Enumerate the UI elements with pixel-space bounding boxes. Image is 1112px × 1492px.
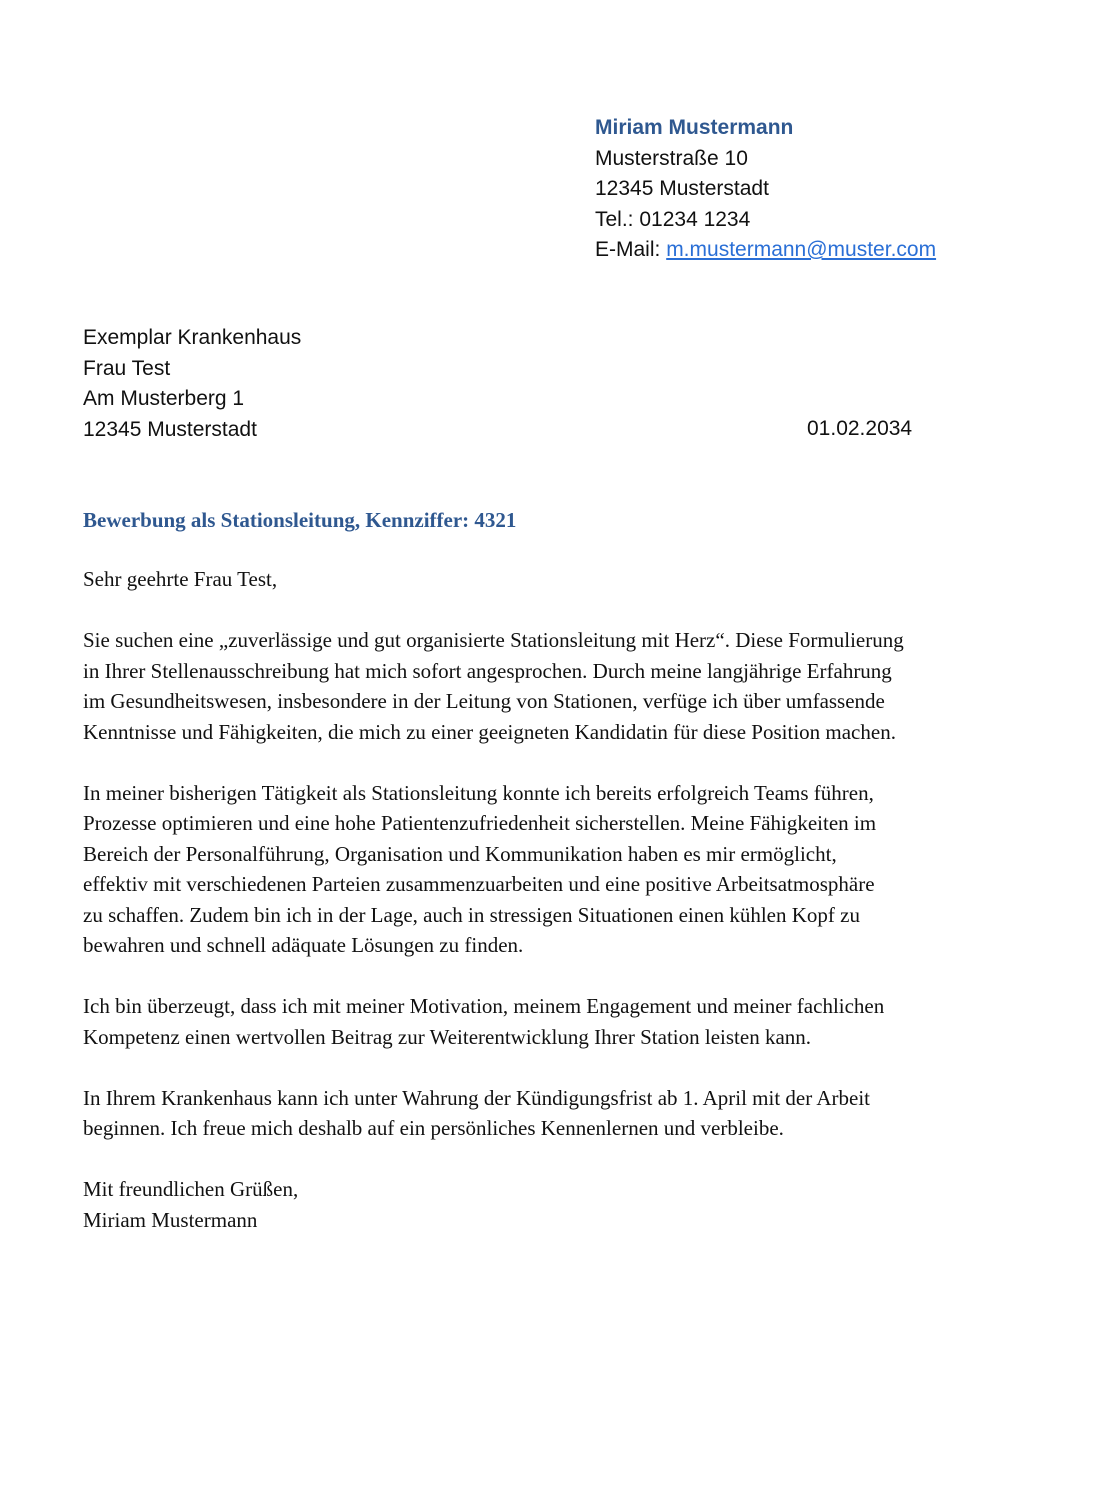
signature-name: Miriam Mustermann: [83, 1207, 258, 1232]
recipient-street: Am Musterberg 1: [83, 387, 245, 410]
subject-line: Bewerbung als Stationsleitung, Kennziffer: 4321: [83, 508, 517, 532]
sender-phone: Tel.: 01234 1234: [595, 207, 751, 231]
paragraph-line: Kenntnisse und Fähigkeiten, die mich zu einer geeigneten Kandidatin für diese Position machen.: [83, 719, 896, 744]
sender-email-label: E-Mail:: [595, 238, 667, 261]
recipient-contact: Frau Test: [83, 356, 171, 380]
paragraph-line: bewahren und schnell adäquate Lösungen zu finden.: [83, 933, 524, 957]
body-paragraph-3: [83, 991, 1028, 1052]
sender-email-line: [595, 235, 936, 266]
paragraph-line: beginnen. Ich freue mich deshalb auf ein persönliches Kennenlernen und verbleibe.: [83, 1116, 784, 1140]
sender-name: Miriam Mustermann: [595, 116, 794, 139]
paragraph-line: Bereich der Personalführung, Organisation und Kommunikation haben es mir ermöglicht,: [83, 841, 837, 866]
paragraph-line: Ich bin überzeugt, dass ich mit meiner Motivation, meinem Engagement und meiner fachlichen: [83, 994, 885, 1018]
paragraph-line: im Gesundheitswesen, insbesondere in der Leitung von Stationen, verfüge ich über umfassende: [83, 689, 885, 713]
body-paragraph-2: [83, 778, 1028, 961]
paragraph-line: in Ihrer Stellenausschreibung hat mich sofort angesprochen. Durch meine langjährige Erfahrung: [83, 658, 892, 683]
letter-body: [83, 564, 1028, 1235]
recipient-company: Exemplar Krankenhaus: [83, 326, 302, 349]
paragraph-line: In Ihrem Krankenhaus kann ich unter Wahrung der Kündigungsfrist ab 1. April mit der Arbeit: [83, 1085, 870, 1110]
salutation: Sehr geehrte Frau Test,: [83, 567, 278, 591]
paragraph-line: Prozesse optimieren und eine hohe Patientenzufriedenheit sicherstellen. Meine Fähigkeiten im: [83, 811, 877, 835]
sender-email-link[interactable]: m.mustermann@muster.com: [666, 238, 937, 261]
body-paragraph-4: [83, 1083, 1028, 1144]
sender-city: 12345 Musterstadt: [595, 177, 769, 200]
closing-block: [83, 1174, 1028, 1235]
paragraph-line: In meiner bisherigen Tätigkeit als Stationsleitung konnte ich bereits erfolgreich Teams führen,: [83, 780, 874, 805]
closing-phrase: Mit freundlichen Grüßen,: [83, 1177, 299, 1201]
sender-street: Musterstraße 10: [595, 146, 748, 170]
paragraph-line: Sie suchen eine „zuverlässige und gut organisierte Stationsleitung mit Herz“. Diese Formulierung: [83, 628, 904, 652]
letter-date: 01.02.2034: [807, 417, 913, 440]
sender-block: [595, 113, 936, 266]
recipient-block: [83, 323, 301, 445]
recipient-city: 12345 Musterstadt: [83, 417, 257, 441]
paragraph-line: Kompetenz einen wertvollen Beitrag zur Weiterentwicklung Ihrer Station leisten kann.: [83, 1024, 812, 1049]
paragraph-line: effektiv mit verschiedenen Parteien zusammenzuarbeiten und eine positive Arbeitsatmosphäre: [83, 872, 875, 896]
paragraph-line: zu schaffen. Zudem bin ich in der Lage, auch in stressigen Situationen einen kühlen Kopf zu: [83, 902, 860, 927]
body-paragraph-1: [83, 625, 1028, 747]
